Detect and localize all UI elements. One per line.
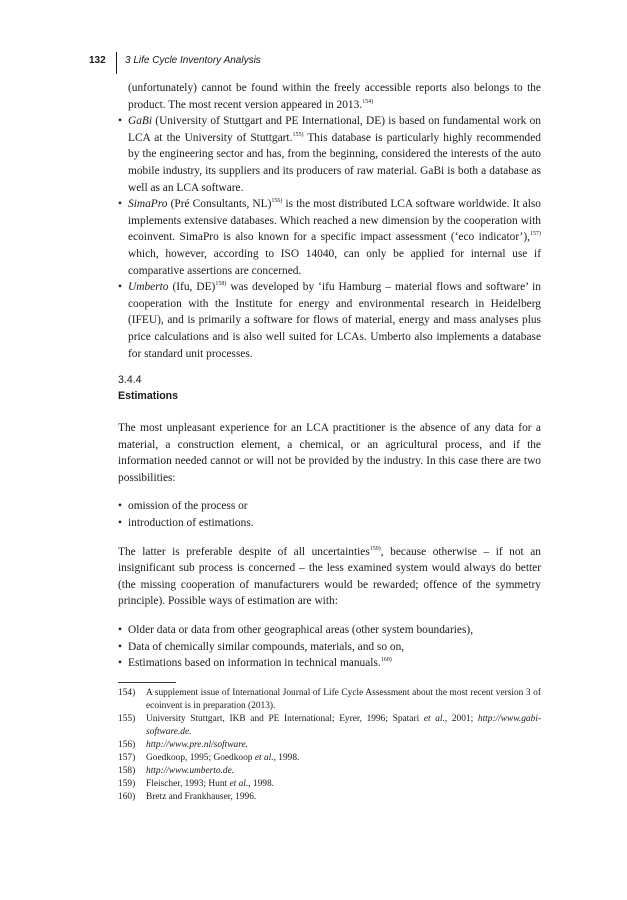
- footnote-ref: 154): [362, 98, 374, 105]
- footnote: 159) Fleischer, 1993; Hunt et al., 1998.: [118, 778, 274, 789]
- footnote: 156) http://www.pre.nl/software.: [118, 739, 249, 750]
- section-heading: [118, 373, 541, 404]
- footnote-link[interactable]: http://www.umberto.de.: [146, 765, 235, 776]
- footnote-ref: 155): [292, 131, 304, 138]
- section-title: Estimations: [118, 389, 179, 402]
- footnote-ref: 159): [369, 545, 381, 552]
- bullet-icon: •: [118, 500, 122, 513]
- footnote: 154) A supplement issue of International Journal of Life Cycle Assessment about the most recent version 3 of ecoinvent is in preparation (2013).: [118, 687, 541, 711]
- continuation-paragraph: (unfortunately) cannot be found within the freely accessible reports also belongs to the product. The most recent version appeared in 2013.$^{154)}$: [128, 82, 541, 111]
- list-item-umberto: • Umberto (Ifu, DE)$^{158)}$ was developed by ‘ifu Hamburg – material flows and software’ in cooperation with the Institute for energy and environmental research in Heidelberg (IFEU), and is primarily a software for flows of material, energy and mass analyses plus price calculations and is also well suited for LCAs. Umberto also implements a database for standard unit processes.: [118, 281, 541, 360]
- term-gabi: GaBi: [128, 115, 153, 128]
- footnote-link[interactable]: http://www.pre.nl/software.: [146, 739, 249, 750]
- list-item: • Older data or data from other geographical areas (other system boundaries),: [118, 622, 541, 639]
- footnote: 157) Goedkoop, 1995; Goedkoop et al., 1998.: [118, 752, 300, 763]
- footnote: 155) University Stuttgart, IKB and PE International; Eyrer, 1996; Spatari et al., 2001; http://www.gabi-software.de.: [118, 713, 541, 737]
- bullet-icon: •: [118, 198, 122, 211]
- bullet-icon: •: [118, 657, 122, 670]
- header-rule: [116, 52, 117, 74]
- term-simapro: SimaPro: [128, 198, 168, 211]
- bullet-icon: •: [118, 624, 122, 637]
- footnote: 158) http://www.umberto.de.: [118, 765, 235, 776]
- footnote-ref: 156): [271, 198, 283, 205]
- list-item: • Estimations based on information in technical manuals.$^{160)}$: [118, 655, 541, 672]
- list-item: • introduction of estimations.: [118, 515, 541, 532]
- paragraph-estimation: The latter is preferable despite of all uncertainties$^{159)}$, because otherwise – if not an insignificant sub process is concerned – the less examined system would always do better (the missing cooperation of manufacturers would be rewarded; offence of the symmetry principle). Possible ways of estimation are with:: [118, 545, 541, 608]
- term-umberto: Umberto: [128, 281, 169, 294]
- list-item: • Data of chemically similar compounds, materials, and so on,: [118, 639, 541, 656]
- page-header: [0, 52, 627, 74]
- list-item: • omission of the process or: [118, 498, 541, 515]
- list-item-simapro: • SimaPro (Pré Consultants, NL)$^{156)}$ is the most distributed LCA software worldwide. It also implements extensive databases. Which reached a new dimension by the cooperation with ecoinvent. SimaPro is also known for a specific impact assessment (‘eco indicator’),$^{157)}$ which, however, according to ISO 14040, can only be applied for internal use if comparative assertions are concerned.: [118, 198, 542, 277]
- page-number: 132: [89, 55, 106, 66]
- footnote: 160) Bretz and Frankhauser, 1996.: [118, 791, 257, 802]
- bullet-icon: •: [118, 115, 122, 128]
- list-item-gabi: • GaBi (University of Stuttgart and PE International, DE) is based on fundamental work on LCA at the University of Stuttgart.$^{155)}$ This database is particularly highly recommended by the engineering sector and has, from the beginning, considered the interests of the auto mobile industry, its suppliers and its producers of raw material. GaBi is both a database as well as an LCA software.: [118, 115, 541, 194]
- bullet-icon: •: [118, 640, 122, 653]
- bullet-icon: •: [118, 517, 122, 530]
- running-title: 3 Life Cycle Inventory Analysis: [125, 55, 261, 66]
- footnote-ref: 158): [215, 281, 227, 288]
- footnote-rule: [118, 682, 176, 683]
- paragraph-intro: The most unpleasant experience for an LCA practitioner is the absence of any data for a material, a construction element, a chemical, or an agricultural process, and if the information needed cannot or will not be provided by the industry. In this case there are two possibilities:: [118, 422, 541, 484]
- page-body: [118, 80, 541, 804]
- footnote-ref: 160): [380, 657, 392, 664]
- section-number: 3.4.4: [118, 374, 142, 387]
- bullet-icon: •: [118, 281, 122, 294]
- footnote-link[interactable]: http://www.gabi-software.de.: [146, 713, 541, 737]
- footnote-ref: 157): [530, 231, 541, 238]
